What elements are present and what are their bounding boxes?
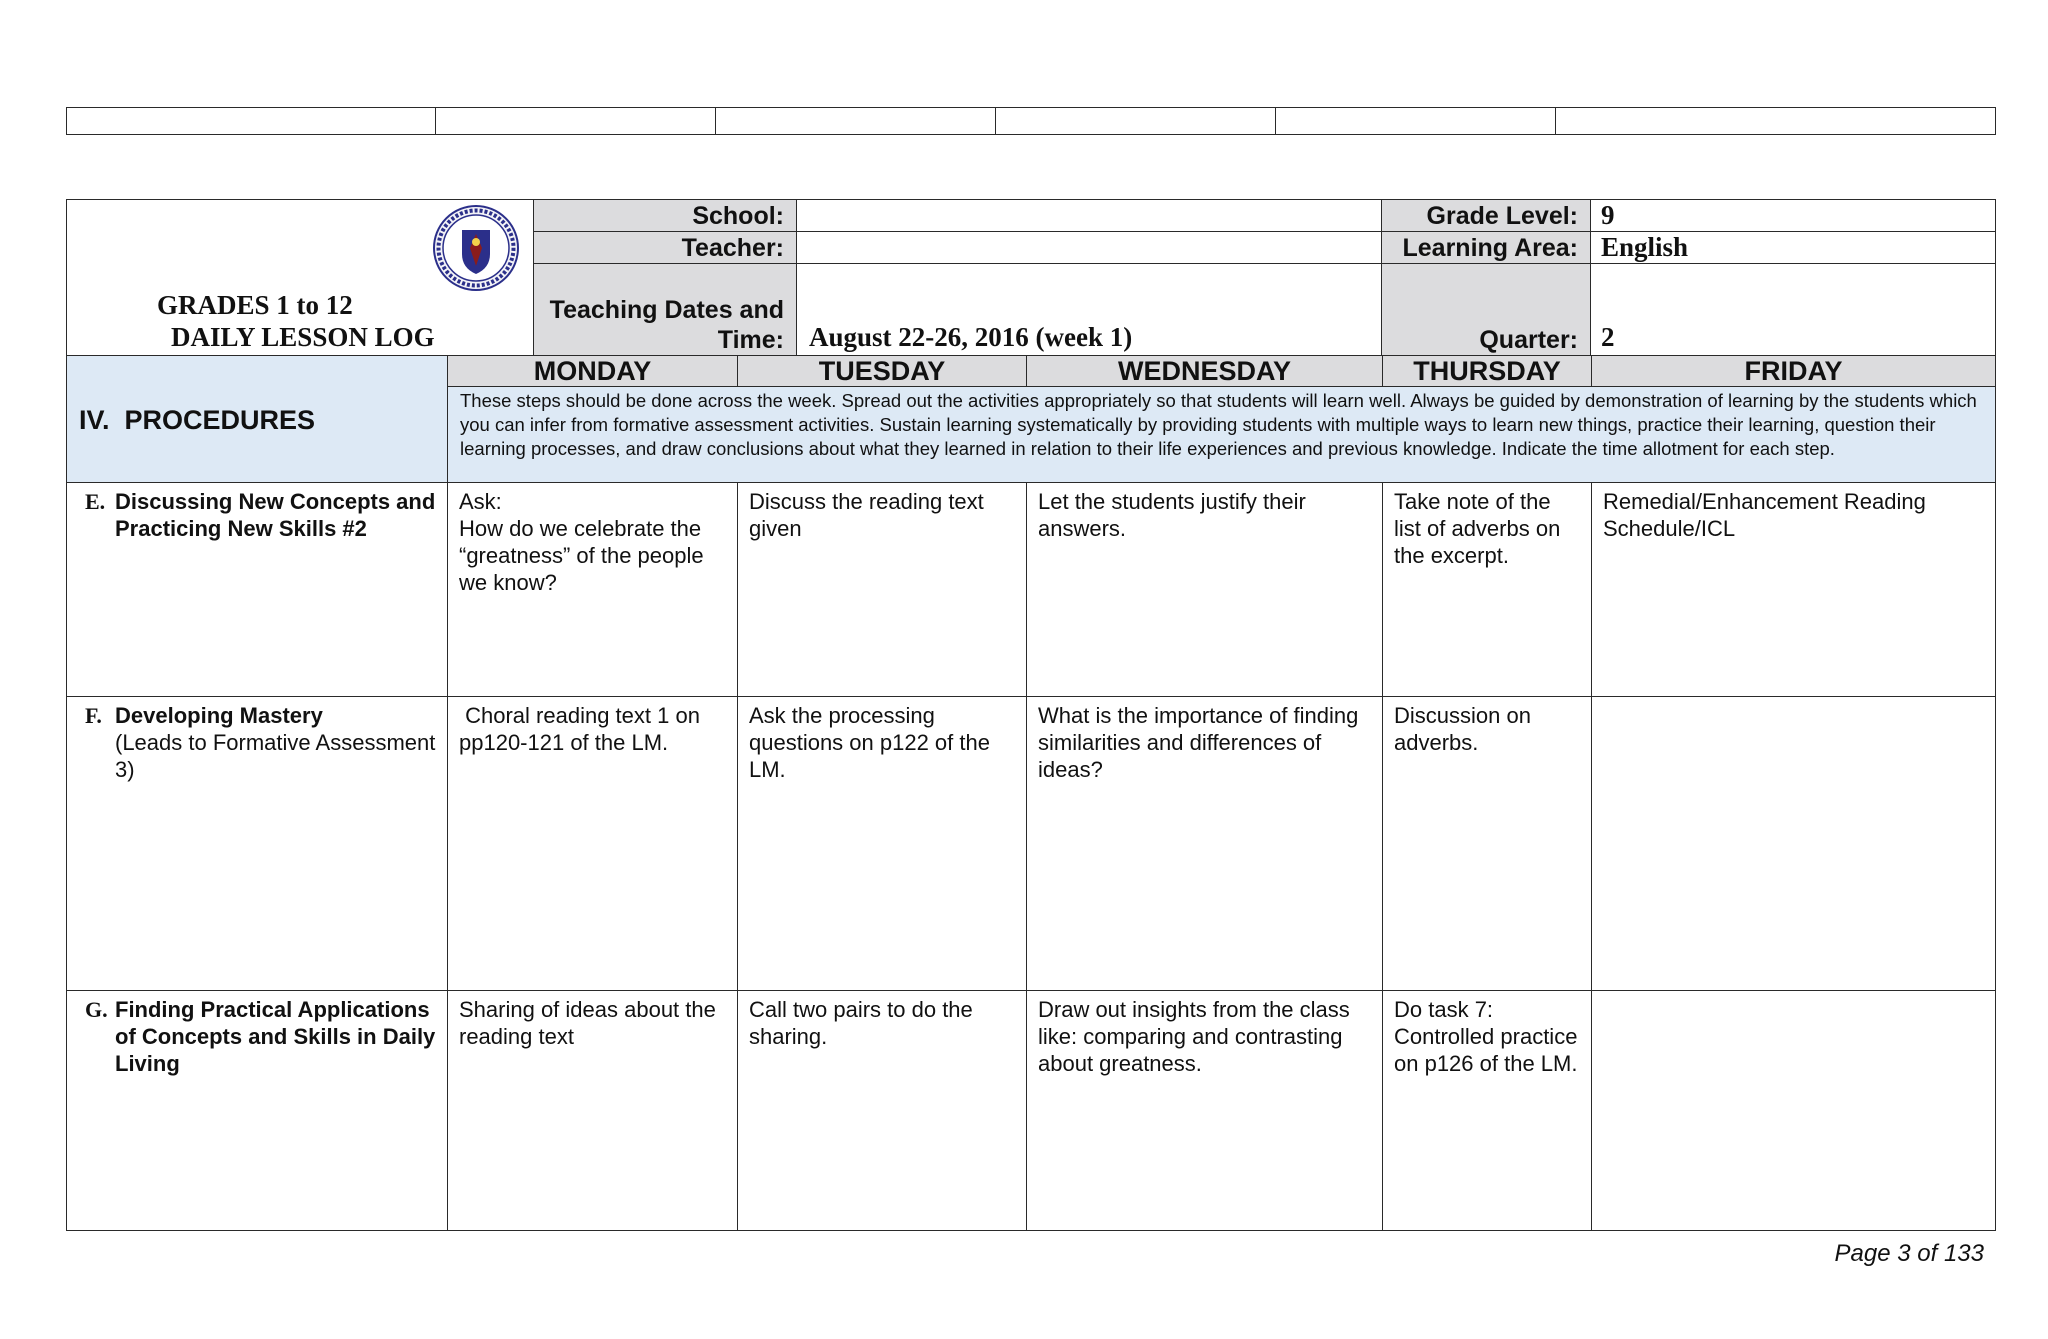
school-label: School: bbox=[533, 199, 797, 232]
teaching-dates-field[interactable] bbox=[796, 263, 1382, 356]
procedure-row-f-title bbox=[66, 696, 448, 991]
day-header-thursday: THURSDAY bbox=[1382, 355, 1592, 387]
cell-g-monday[interactable]: Sharing of ideas about the reading text bbox=[447, 990, 738, 1231]
teaching-dates-label-line1: Teaching Dates and bbox=[549, 296, 784, 324]
cell-e-thursday[interactable]: Take note of the list of adverbs on the excerpt. bbox=[1382, 482, 1592, 697]
quarter-value: 2 bbox=[1601, 322, 1615, 352]
day-header-monday: MONDAY bbox=[447, 355, 738, 387]
page-title-line2: DAILY LESSON LOG bbox=[171, 322, 435, 352]
top-strip-divider bbox=[1555, 108, 1556, 134]
teacher-label: Teacher: bbox=[533, 231, 797, 264]
day-header-wednesday: WEDNESDAY bbox=[1026, 355, 1383, 387]
top-strip-divider bbox=[995, 108, 996, 134]
cell-g-tuesday[interactable]: Call two pairs to do the sharing. bbox=[737, 990, 1027, 1231]
cell-f-friday[interactable] bbox=[1591, 696, 1996, 991]
row-title: Developing Mastery bbox=[115, 703, 323, 728]
cell-e-friday[interactable]: Remedial/Enhancement Reading Schedule/ICL bbox=[1591, 482, 1996, 697]
quarter-label: Quarter: bbox=[1479, 326, 1578, 354]
top-strip-divider bbox=[715, 108, 716, 134]
row-letter: G. bbox=[85, 997, 108, 1022]
row-letter: E. bbox=[85, 489, 106, 514]
cell-g-friday[interactable] bbox=[1591, 990, 1996, 1231]
teaching-dates-value: August 22-26, 2016 (week 1) bbox=[809, 322, 1133, 352]
procedures-instructions: These steps should be done across the week. Spread out the activities appropriately so that students will learn well. Always be guided by demonstration of learning by the students which you can infer from formative assessment activities. Sustain learning systematically by providing students with multiple ways to learn new things, practice their learning, question their learning processes, and draw conclusions about what they learned in relation to their life experiences and previous knowledge. Indicate the time allotment for each step. bbox=[447, 386, 1996, 483]
teaching-dates-label-line2: Time: bbox=[717, 326, 784, 354]
top-strip-divider bbox=[435, 108, 436, 134]
learning-area-value[interactable]: English bbox=[1590, 231, 1996, 264]
page-number: Page 3 of 133 bbox=[1834, 1240, 1984, 1267]
cell-e-tuesday[interactable]: Discuss the reading text given bbox=[737, 482, 1027, 697]
row-title: Discussing New Concepts and Practicing New Skills #2 bbox=[115, 489, 436, 541]
header-title-cell bbox=[66, 199, 534, 356]
top-strip-table bbox=[66, 107, 1996, 135]
deped-seal-icon bbox=[432, 204, 520, 292]
cell-g-wednesday[interactable]: Draw out insights from the class like: comparing and contrasting about greatness. bbox=[1026, 990, 1383, 1231]
teaching-dates-label bbox=[533, 263, 797, 356]
row-letter: F. bbox=[85, 703, 102, 728]
cell-f-wednesday[interactable]: What is the importance of finding similarities and differences of ideas? bbox=[1026, 696, 1383, 991]
procedure-row-e-title bbox=[66, 482, 448, 697]
cell-f-monday[interactable]: Choral reading text 1 on pp120-121 of the LM. bbox=[447, 696, 738, 991]
cell-f-tuesday[interactable]: Ask the processing questions on p122 of the LM. bbox=[737, 696, 1027, 991]
grade-level-label: Grade Level: bbox=[1381, 199, 1591, 232]
grade-level-value[interactable]: 9 bbox=[1590, 199, 1996, 232]
quarter-label-cell bbox=[1381, 263, 1591, 356]
procedures-heading: IV. PROCEDURES bbox=[66, 355, 448, 483]
teacher-field[interactable] bbox=[796, 231, 1382, 264]
row-subtitle: (Leads to Formative Assessment 3) bbox=[115, 730, 436, 782]
cell-f-thursday[interactable]: Discussion on adverbs. bbox=[1382, 696, 1592, 991]
cell-e-monday[interactable]: Ask: How do we celebrate the “greatness” of the people we know? bbox=[447, 482, 738, 697]
quarter-field[interactable] bbox=[1590, 263, 1996, 356]
page-title-line1: GRADES 1 to 12 bbox=[157, 290, 353, 320]
cell-e-wednesday[interactable]: Let the students justify their answers. bbox=[1026, 482, 1383, 697]
procedure-row-g-title bbox=[66, 990, 448, 1231]
learning-area-label: Learning Area: bbox=[1381, 231, 1591, 264]
day-header-tuesday: TUESDAY bbox=[737, 355, 1027, 387]
cell-g-thursday[interactable]: Do task 7: Controlled practice on p126 of the LM. bbox=[1382, 990, 1592, 1231]
day-header-friday: FRIDAY bbox=[1591, 355, 1996, 387]
top-strip-divider bbox=[1275, 108, 1276, 134]
row-title: Finding Practical Applications of Concepts and Skills in Daily Living bbox=[115, 997, 436, 1076]
school-field[interactable] bbox=[796, 199, 1382, 232]
